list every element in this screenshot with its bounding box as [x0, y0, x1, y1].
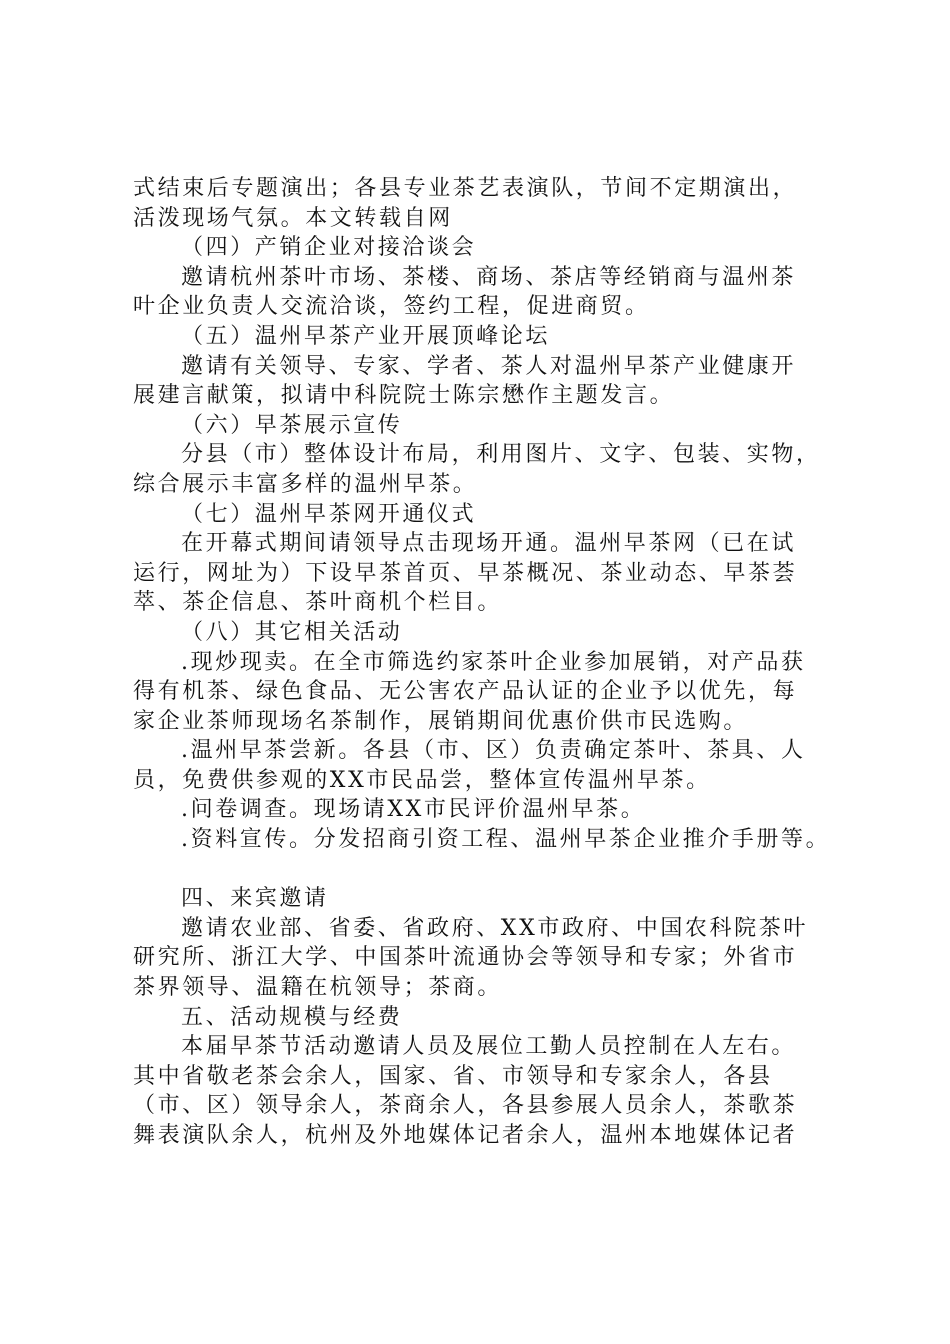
paragraph-line: 其中省敬老茶会余人，国家、省、市领导和专家余人，各县 [133, 1063, 773, 1089]
paragraph-line: 邀请农业部、省委、省政府、XX市政府、中国农科院茶叶 [181, 915, 808, 941]
paragraph-line: 式结束后专题演出；各县专业茶艺表演队，节间不定期演出， [133, 176, 798, 201]
blank-line [133, 855, 853, 885]
section-heading-8: （八）其它相关活动 [181, 619, 403, 645]
paragraph-line: 研究所、浙江大学、中国茶叶流通协会等领导和专家；外省市 [133, 945, 798, 971]
document-body [133, 174, 853, 1151]
paragraph-line: 家企业茶师现场名茶制作，展销期间优惠价供市民选购。 [133, 708, 749, 734]
paragraph-line: 舞表演队余人，杭州及外地媒体记者余人，温州本地媒体记者 [133, 1123, 798, 1148]
paragraph-line: 在开幕式期间请领导点击现场开通。温州早茶网（已在试 [181, 531, 797, 557]
paragraph-line: 邀请杭州茶叶市场、茶楼、商场、茶店等经销商与温州茶 [181, 264, 797, 290]
paragraph-line: 邀请有关领导、专家、学者、茶人对温州早茶产业健康开 [181, 353, 797, 379]
section-heading-guests: 四、来宾邀请 [181, 886, 329, 912]
section-heading-7: （七）温州早茶网开通仪式 [181, 501, 477, 527]
list-item-line: .温州早茶尝新。各县（市、区）负责确定茶叶、茶具、人 [181, 738, 806, 764]
paragraph-line: 本届早茶节活动邀请人员及展位工勤人员控制在人左右。 [181, 1034, 797, 1060]
paragraph-line: （市、区）领导余人，茶商余人，各县参展人员余人，茶歌茶 [133, 1093, 798, 1119]
paragraph-line: 分县（市）整体设计布局，利用图片、文字、包装、实物， [181, 442, 821, 468]
paragraph-line: 综合展示丰富多样的温州早茶。 [133, 471, 478, 497]
paragraph-line: 活泼现场气氛。本文转载自网 [133, 205, 453, 231]
paragraph-line: 得有机茶、绿色食品、无公害农产品认证的企业予以优先，每 [133, 679, 798, 705]
section-heading-scale: 五、活动规模与经费 [181, 1004, 403, 1030]
list-item-line: .现炒现卖。在全市筛选约家茶叶企业参加展销，对产品获 [181, 649, 806, 675]
section-heading-5: （五）温州早茶产业开展顶峰论坛 [181, 323, 551, 349]
paragraph-line: 运行，网址为）下设早茶首页、早茶概况、茶业动态、早茶荟 [133, 560, 798, 586]
paragraph-line: 展建言献策，拟请中科院院士陈宗懋作主题发言。 [133, 383, 675, 409]
section-heading-6: （六）早茶展示宣传 [181, 412, 403, 438]
paragraph-line: 茶界领导、温籍在杭领导；茶商。 [133, 975, 503, 1001]
list-item-line: .问卷调查。现场请XX市民评价温州早茶。 [181, 797, 646, 823]
list-item-line: .资料宣传。分发招商引资工程、温州早茶企业推介手册等。 [181, 827, 831, 853]
paragraph-line: 员，免费供参观的XX市民品尝，整体宣传温州早茶。 [133, 767, 711, 793]
paragraph-line: 叶企业负责人交流洽谈，签约工程，促进商贸。 [133, 294, 650, 320]
paragraph-line: 萃、茶企信息、茶叶商机个栏目。 [133, 590, 503, 616]
section-heading-4: （四）产销企业对接洽谈会 [181, 235, 477, 261]
